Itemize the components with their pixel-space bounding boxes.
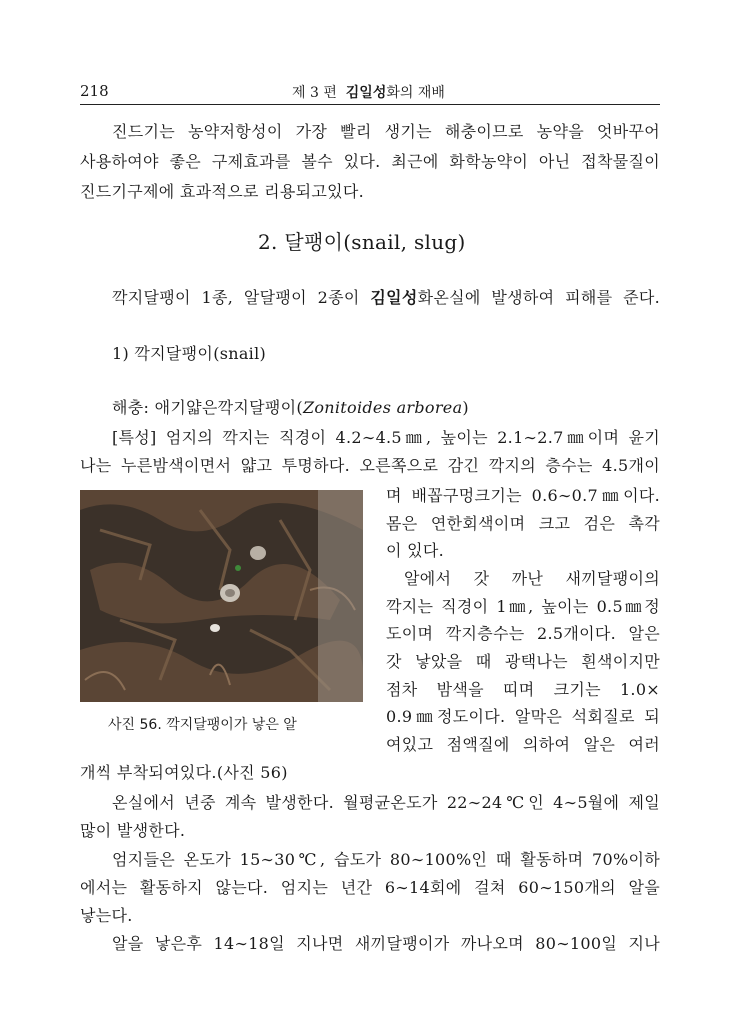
pest-label: 해충: 애기얇은깍지달팽이( [112,398,303,417]
paragraph-line: 온실에서 년중 계속 발생한다. 월평균온도가 22∼24℃인 4∼5월에 제일 [112,793,660,812]
running-title [292,82,445,102]
running-title-rest: 화의 재배 [386,85,445,101]
paragraph-line: 많이 발생한다. [80,821,186,840]
paragraph-line: 진드기구제에 효과적으로 리용되고있다. [80,182,365,201]
wrap-line: 알에서 갓 까난 새끼달팽이의 [404,569,660,588]
wrap-line: 갓 낳았을 때 광택나는 흰색이지만 [386,652,660,671]
paragraph-line: 사용하여야 좋은 구제효과를 볼수 있다. 최근에 화학농약이 아닌 접착물질이 [80,152,660,171]
intro-name: 김일성 [370,288,418,307]
paragraph-line: [특성] 엄지의 깍지는 직경이 4.2∼4.5㎜, 높이는 2.1∼2.7㎜이며 윤기 [112,428,660,447]
wrap-line: 0.9㎜정도이다. 알막은 석회질로 되 [386,707,660,726]
wrap-line: 몸은 연한회색이며 크고 검은 촉각 [386,514,660,533]
paragraph-line: 엄지들은 온도가 15∼30℃, 습도가 80∼100%인 때 활동하며 70%이하 [112,850,660,869]
section-heading: 2. 달팽이(snail, slug) [258,230,466,254]
wrap-line: 여있고 점액질에 의하여 알은 여러 [386,735,660,754]
wrap-line: 점차 밤색을 띠며 크기는 1.0× [386,680,660,699]
paragraph-line: 개씩 부착되여있다.(사진 56) [80,763,288,782]
page-header [80,82,660,105]
pest-line [112,398,469,418]
running-title-name: 김일성 [345,85,387,101]
page-number: 218 [80,82,109,100]
scientific-name: Zonitoides arborea [302,398,463,417]
paragraph-line: 에서는 활동하지 않는다. 엄지는 년간 6∼14회에 걸쳐 60∼150개의 알을 [80,878,660,897]
wrap-line: 깍지는 직경이 1㎜, 높이는 0.5㎜정 [386,597,660,616]
intro-line [112,288,660,308]
paragraph-line: 진드기는 농약저항성이 가장 빨리 생기는 해충이므로 농약을 엇바꾸어 [112,122,660,141]
subheading: 1) 깍지달팽이(snail) [112,344,267,363]
intro-after: 화온실에 발생하여 피해를 준다. [417,288,660,307]
paragraph-line: 알을 낳은후 14∼18일 지나면 새끼달팽이가 까나오며 80∼100일 지나 [112,934,660,953]
wrap-line: 이 있다. [386,541,445,560]
wrap-line: 며 배꼽구멍크기는 0.6∼0.7㎜이다. [386,486,660,505]
paragraph-line: 낳는다. [80,906,133,925]
wrap-line: 도이며 깍지층수는 2.5개이다. 알은 [386,624,660,643]
part-label: 제 3 편 [292,85,337,101]
snail-eggs-photo [80,490,363,702]
pest-close: ) [462,398,469,417]
intro-before: 깍지달팽이 1종, 알달팽이 2종이 [112,288,371,307]
photo-caption: 사진 56. 깍지달팽이가 낳은 알 [108,717,297,733]
paragraph-line: 나는 누른밤색이면서 얇고 투명하다. 오른쪽으로 감긴 깍지의 층수는 4.5개이 [80,456,660,475]
